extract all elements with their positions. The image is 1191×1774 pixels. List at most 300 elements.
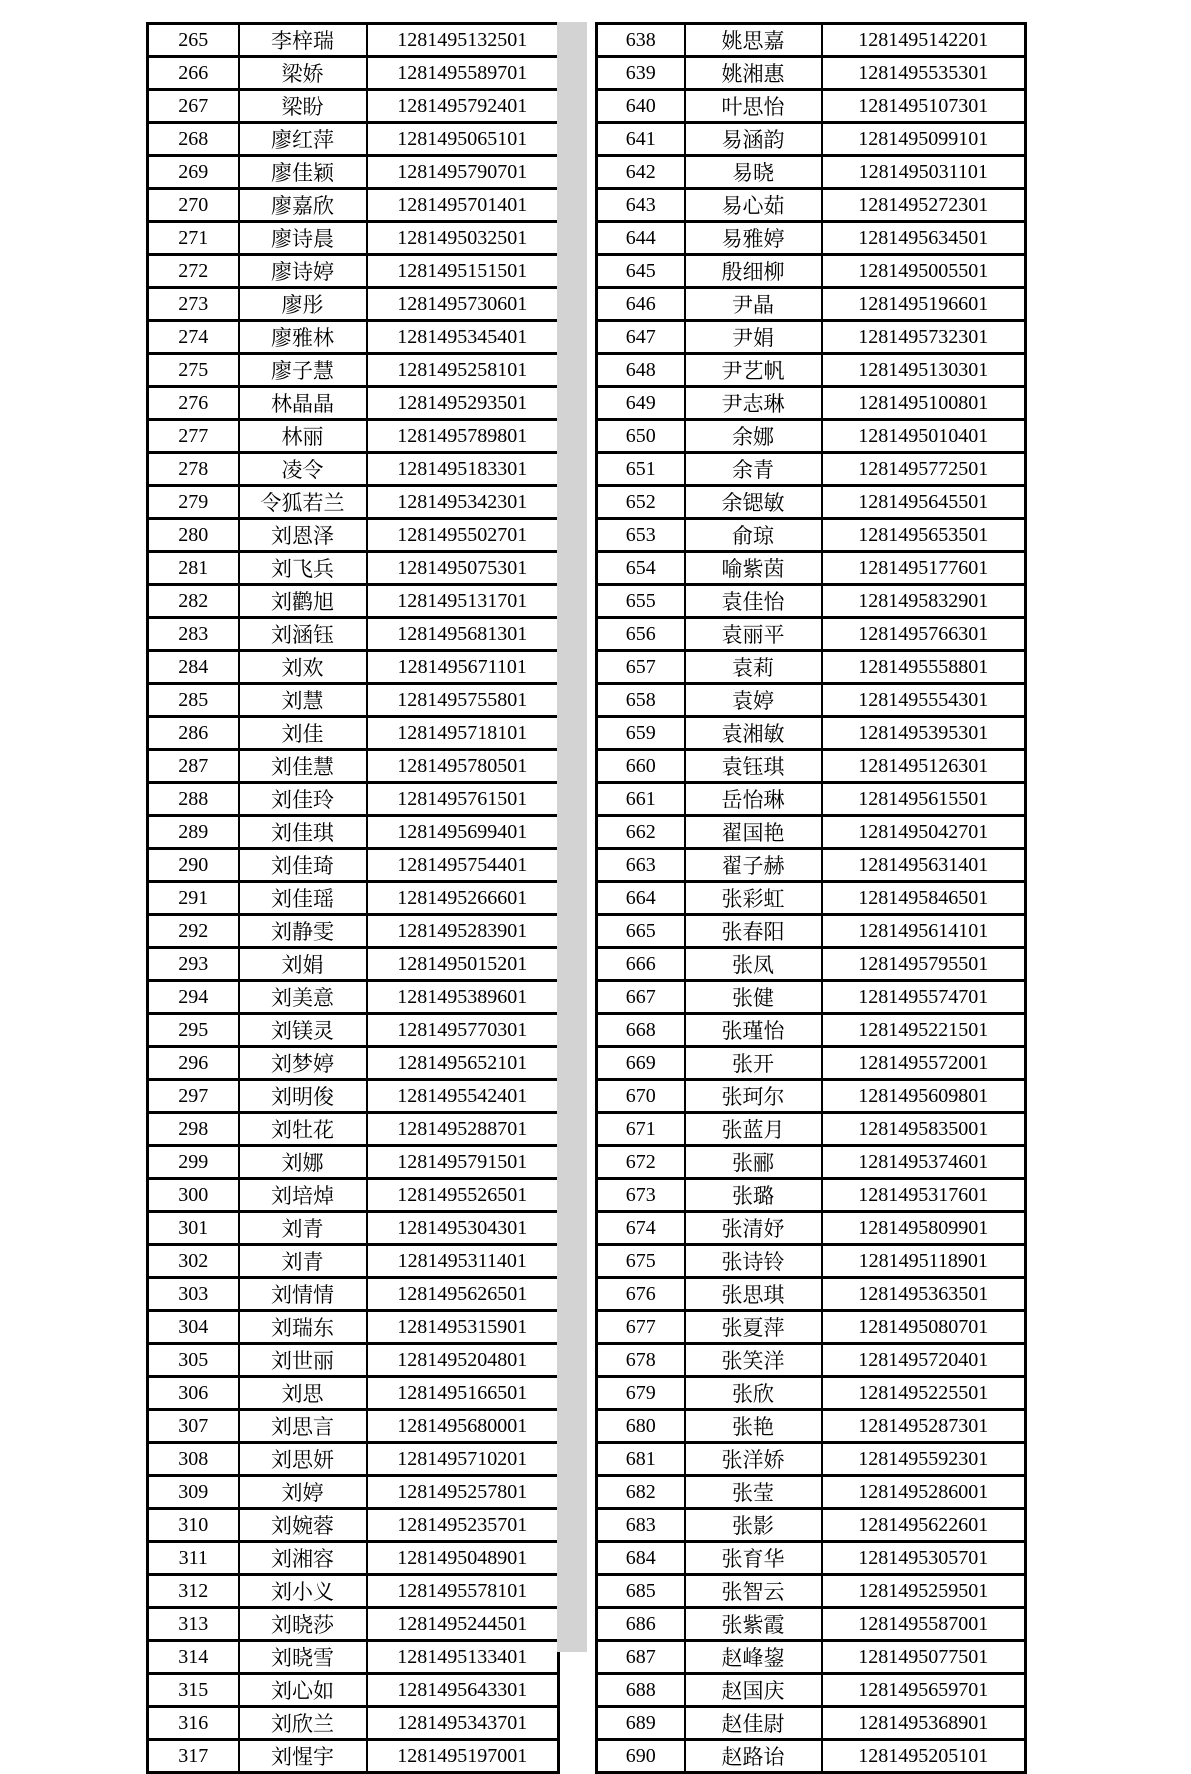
exam-id-cell: 1281495732301 [822, 321, 1026, 354]
exam-id-cell: 1281495587001 [822, 1608, 1026, 1641]
row-number-cell: 657 [597, 651, 685, 684]
exam-id-cell: 1281495197001 [367, 1740, 559, 1773]
student-name-cell: 袁莉 [685, 651, 822, 684]
exam-id-cell: 1281495609801 [822, 1080, 1026, 1113]
table-row [148, 453, 559, 486]
table-row [597, 1575, 1026, 1608]
table-row [148, 948, 559, 981]
student-name-cell: 余青 [685, 453, 822, 486]
exam-id-cell: 1281495342301 [367, 486, 559, 519]
table-row [148, 1146, 559, 1179]
row-number-cell: 646 [597, 288, 685, 321]
row-number-cell: 268 [148, 123, 239, 156]
exam-id-cell: 1281495288701 [367, 1113, 559, 1146]
row-number-cell: 291 [148, 882, 239, 915]
table-row [597, 255, 1026, 288]
row-number-cell: 270 [148, 189, 239, 222]
row-number-cell: 307 [148, 1410, 239, 1443]
row-number-cell: 654 [597, 552, 685, 585]
table-row [148, 1707, 559, 1740]
table-row [148, 1575, 559, 1608]
exam-id-cell: 1281495221501 [822, 1014, 1026, 1047]
table-row [148, 915, 559, 948]
table-row [597, 651, 1026, 684]
table-row [148, 1476, 559, 1509]
exam-id-cell: 1281495343701 [367, 1707, 559, 1740]
exam-id-cell: 1281495196601 [822, 288, 1026, 321]
student-name-cell: 刘佳玲 [239, 783, 367, 816]
table-row [148, 189, 559, 222]
student-name-cell: 张郦 [685, 1146, 822, 1179]
table-row [597, 57, 1026, 90]
student-name-cell: 张智云 [685, 1575, 822, 1608]
student-name-cell: 刘佳慧 [239, 750, 367, 783]
row-number-cell: 667 [597, 981, 685, 1014]
student-name-cell: 刘慧 [239, 684, 367, 717]
student-name-cell: 赵路诒 [685, 1740, 822, 1773]
student-name-cell: 刘心如 [239, 1674, 367, 1707]
row-number-cell: 280 [148, 519, 239, 552]
student-name-cell: 张蓝月 [685, 1113, 822, 1146]
row-number-cell: 312 [148, 1575, 239, 1608]
exam-id-cell: 1281495720401 [822, 1344, 1026, 1377]
row-number-cell: 642 [597, 156, 685, 189]
row-number-cell: 682 [597, 1476, 685, 1509]
student-name-cell: 梁盼 [239, 90, 367, 123]
table-row [148, 1113, 559, 1146]
student-name-cell: 刘情情 [239, 1278, 367, 1311]
exam-id-cell: 1281495317601 [822, 1179, 1026, 1212]
row-number-cell: 679 [597, 1377, 685, 1410]
row-number-cell: 640 [597, 90, 685, 123]
exam-id-cell: 1281495770301 [367, 1014, 559, 1047]
student-name-cell: 刘明俊 [239, 1080, 367, 1113]
table-row [148, 288, 559, 321]
table-row [148, 1278, 559, 1311]
table-row [597, 1311, 1026, 1344]
row-number-cell: 276 [148, 387, 239, 420]
exam-id-cell: 1281495259501 [822, 1575, 1026, 1608]
student-name-cell: 张春阳 [685, 915, 822, 948]
row-number-cell: 689 [597, 1707, 685, 1740]
student-name-cell: 廖雅林 [239, 321, 367, 354]
student-name-cell: 张艳 [685, 1410, 822, 1443]
table-row [597, 1476, 1026, 1509]
row-number-cell: 669 [597, 1047, 685, 1080]
row-number-cell: 649 [597, 387, 685, 420]
row-number-cell: 303 [148, 1278, 239, 1311]
exam-id-cell: 1281495578101 [367, 1575, 559, 1608]
exam-id-cell: 1281495244501 [367, 1608, 559, 1641]
table-row [597, 783, 1026, 816]
table-row [597, 1344, 1026, 1377]
student-name-cell: 易雅婷 [685, 222, 822, 255]
student-name-cell: 刘飞兵 [239, 552, 367, 585]
row-number-cell: 650 [597, 420, 685, 453]
table-row [597, 1245, 1026, 1278]
table-row [597, 981, 1026, 1014]
row-number-cell: 286 [148, 717, 239, 750]
table-row [148, 651, 559, 684]
exam-id-cell: 1281495130301 [822, 354, 1026, 387]
exam-id-cell: 1281495032501 [367, 222, 559, 255]
table-row [148, 24, 559, 57]
exam-id-cell: 1281495395301 [822, 717, 1026, 750]
student-name-cell: 尹艺帆 [685, 354, 822, 387]
exam-id-cell: 1281495258101 [367, 354, 559, 387]
exam-id-cell: 1281495572001 [822, 1047, 1026, 1080]
row-number-cell: 281 [148, 552, 239, 585]
student-name-cell: 刘湘容 [239, 1542, 367, 1575]
table-row [597, 1113, 1026, 1146]
table-row [148, 717, 559, 750]
student-name-cell: 刘培焯 [239, 1179, 367, 1212]
student-name-cell: 刘静雯 [239, 915, 367, 948]
student-name-cell: 张莹 [685, 1476, 822, 1509]
student-name-cell: 廖红萍 [239, 123, 367, 156]
table-row [597, 882, 1026, 915]
exam-id-cell: 1281495107301 [822, 90, 1026, 123]
row-number-cell: 287 [148, 750, 239, 783]
student-name-cell: 张瑾怡 [685, 1014, 822, 1047]
exam-id-cell: 1281495671101 [367, 651, 559, 684]
row-number-cell: 685 [597, 1575, 685, 1608]
exam-id-cell: 1281495754401 [367, 849, 559, 882]
student-name-cell: 廖诗晨 [239, 222, 367, 255]
exam-id-cell: 1281495718101 [367, 717, 559, 750]
exam-id-cell: 1281495133401 [367, 1641, 559, 1674]
exam-id-cell: 1281495795501 [822, 948, 1026, 981]
exam-id-cell: 1281495235701 [367, 1509, 559, 1542]
table-row [597, 1146, 1026, 1179]
exam-id-cell: 1281495615501 [822, 783, 1026, 816]
exam-id-cell: 1281495315901 [367, 1311, 559, 1344]
exam-id-cell: 1281495681301 [367, 618, 559, 651]
roster-table-right-body [597, 24, 1026, 1773]
student-name-cell: 刘小义 [239, 1575, 367, 1608]
table-row [148, 420, 559, 453]
exam-id-cell: 1281495791501 [367, 1146, 559, 1179]
table-row [597, 750, 1026, 783]
table-row [597, 948, 1026, 981]
table-row [148, 1212, 559, 1245]
student-name-cell: 刘青 [239, 1245, 367, 1278]
student-name-cell: 袁丽平 [685, 618, 822, 651]
exam-id-cell: 1281495789801 [367, 420, 559, 453]
row-number-cell: 282 [148, 585, 239, 618]
row-number-cell: 289 [148, 816, 239, 849]
exam-id-cell: 1281495631401 [822, 849, 1026, 882]
exam-id-cell: 1281495126301 [822, 750, 1026, 783]
student-name-cell: 赵国庆 [685, 1674, 822, 1707]
table-row [148, 1641, 559, 1674]
table-row [148, 816, 559, 849]
student-name-cell: 张清妤 [685, 1212, 822, 1245]
student-name-cell: 刘婷 [239, 1476, 367, 1509]
student-name-cell: 易涵韵 [685, 123, 822, 156]
row-number-cell: 314 [148, 1641, 239, 1674]
student-name-cell: 张思琪 [685, 1278, 822, 1311]
exam-id-cell: 1281495574701 [822, 981, 1026, 1014]
table-row [597, 486, 1026, 519]
row-number-cell: 645 [597, 255, 685, 288]
row-number-cell: 690 [597, 1740, 685, 1773]
table-row [597, 387, 1026, 420]
row-number-cell: 317 [148, 1740, 239, 1773]
exam-id-cell: 1281495177601 [822, 552, 1026, 585]
student-name-cell: 刘思言 [239, 1410, 367, 1443]
student-name-cell: 李梓瑞 [239, 24, 367, 57]
row-number-cell: 296 [148, 1047, 239, 1080]
exam-id-cell: 1281495287301 [822, 1410, 1026, 1443]
exam-id-cell: 1281495080701 [822, 1311, 1026, 1344]
student-name-cell: 张凤 [685, 948, 822, 981]
row-number-cell: 271 [148, 222, 239, 255]
table-gap-separator [557, 22, 587, 1652]
student-name-cell: 喻紫茵 [685, 552, 822, 585]
exam-id-cell: 1281495225501 [822, 1377, 1026, 1410]
row-number-cell: 315 [148, 1674, 239, 1707]
exam-id-cell: 1281495368901 [822, 1707, 1026, 1740]
student-name-cell: 廖彤 [239, 288, 367, 321]
student-name-cell: 张洋娇 [685, 1443, 822, 1476]
row-number-cell: 304 [148, 1311, 239, 1344]
row-number-cell: 684 [597, 1542, 685, 1575]
row-number-cell: 677 [597, 1311, 685, 1344]
table-row [148, 354, 559, 387]
exam-id-cell: 1281495077501 [822, 1641, 1026, 1674]
student-name-cell: 尹志琳 [685, 387, 822, 420]
student-name-cell: 刘佳瑶 [239, 882, 367, 915]
student-name-cell: 姚思嘉 [685, 24, 822, 57]
exam-id-cell: 1281495558801 [822, 651, 1026, 684]
student-name-cell: 俞琼 [685, 519, 822, 552]
student-name-cell: 姚湘惠 [685, 57, 822, 90]
table-row [597, 1212, 1026, 1245]
student-name-cell: 刘镁灵 [239, 1014, 367, 1047]
student-name-cell: 刘瑞东 [239, 1311, 367, 1344]
row-number-cell: 687 [597, 1641, 685, 1674]
row-number-cell: 639 [597, 57, 685, 90]
student-name-cell: 殷细柳 [685, 255, 822, 288]
table-row [597, 222, 1026, 255]
row-number-cell: 678 [597, 1344, 685, 1377]
row-number-cell: 671 [597, 1113, 685, 1146]
row-number-cell: 658 [597, 684, 685, 717]
row-number-cell: 311 [148, 1542, 239, 1575]
row-number-cell: 681 [597, 1443, 685, 1476]
row-number-cell: 655 [597, 585, 685, 618]
row-number-cell: 672 [597, 1146, 685, 1179]
table-row [597, 1542, 1026, 1575]
table-row [597, 552, 1026, 585]
student-name-cell: 刘佳琦 [239, 849, 367, 882]
exam-id-cell: 1281495542401 [367, 1080, 559, 1113]
row-number-cell: 308 [148, 1443, 239, 1476]
student-name-cell: 廖佳颖 [239, 156, 367, 189]
student-name-cell: 刘梦婷 [239, 1047, 367, 1080]
student-name-cell: 廖诗婷 [239, 255, 367, 288]
student-name-cell: 张育华 [685, 1542, 822, 1575]
table-row [148, 1377, 559, 1410]
row-number-cell: 297 [148, 1080, 239, 1113]
row-number-cell: 310 [148, 1509, 239, 1542]
exam-id-cell: 1281495048901 [367, 1542, 559, 1575]
student-name-cell: 梁娇 [239, 57, 367, 90]
table-row [148, 1245, 559, 1278]
exam-id-cell: 1281495304301 [367, 1212, 559, 1245]
row-number-cell: 290 [148, 849, 239, 882]
student-name-cell: 叶思怡 [685, 90, 822, 123]
row-number-cell: 265 [148, 24, 239, 57]
table-row [148, 1311, 559, 1344]
student-name-cell: 刘牡花 [239, 1113, 367, 1146]
table-row [597, 1740, 1026, 1773]
student-name-cell: 袁湘敏 [685, 717, 822, 750]
table-row [597, 618, 1026, 651]
student-name-cell: 袁佳怡 [685, 585, 822, 618]
table-row [148, 486, 559, 519]
student-name-cell: 张健 [685, 981, 822, 1014]
table-row [148, 882, 559, 915]
exam-id-cell: 1281495652101 [367, 1047, 559, 1080]
exam-id-cell: 1281495305701 [822, 1542, 1026, 1575]
student-name-cell: 刘佳 [239, 717, 367, 750]
student-name-cell: 令狐若兰 [239, 486, 367, 519]
exam-id-cell: 1281495554301 [822, 684, 1026, 717]
table-row [597, 1443, 1026, 1476]
row-number-cell: 688 [597, 1674, 685, 1707]
roster-table-left-body [148, 24, 559, 1773]
student-name-cell: 刘思妍 [239, 1443, 367, 1476]
row-number-cell: 309 [148, 1476, 239, 1509]
table-row [597, 24, 1026, 57]
exam-id-cell: 1281495142201 [822, 24, 1026, 57]
exam-id-cell: 1281495659701 [822, 1674, 1026, 1707]
exam-id-cell: 1281495132501 [367, 24, 559, 57]
row-number-cell: 674 [597, 1212, 685, 1245]
table-row [597, 1410, 1026, 1443]
table-row [597, 1608, 1026, 1641]
row-number-cell: 647 [597, 321, 685, 354]
student-name-cell: 余娜 [685, 420, 822, 453]
row-number-cell: 661 [597, 783, 685, 816]
table-row [597, 684, 1026, 717]
table-row [597, 420, 1026, 453]
table-row [148, 387, 559, 420]
exam-id-cell: 1281495345401 [367, 321, 559, 354]
exam-id-cell: 1281495286001 [822, 1476, 1026, 1509]
exam-id-cell: 1281495166501 [367, 1377, 559, 1410]
exam-id-cell: 1281495809901 [822, 1212, 1026, 1245]
row-number-cell: 272 [148, 255, 239, 288]
exam-id-cell: 1281495592301 [822, 1443, 1026, 1476]
table-row [597, 288, 1026, 321]
table-row [597, 519, 1026, 552]
row-number-cell: 295 [148, 1014, 239, 1047]
student-name-cell: 张彩虹 [685, 882, 822, 915]
table-row [148, 90, 559, 123]
student-name-cell: 刘晓莎 [239, 1608, 367, 1641]
row-number-cell: 279 [148, 486, 239, 519]
student-name-cell: 翟国艳 [685, 816, 822, 849]
row-number-cell: 294 [148, 981, 239, 1014]
table-row [597, 915, 1026, 948]
exam-id-cell: 1281495015201 [367, 948, 559, 981]
table-row [597, 1509, 1026, 1542]
exam-id-cell: 1281495643301 [367, 1674, 559, 1707]
row-number-cell: 292 [148, 915, 239, 948]
student-name-cell: 张夏萍 [685, 1311, 822, 1344]
table-row [148, 123, 559, 156]
row-number-cell: 274 [148, 321, 239, 354]
row-number-cell: 306 [148, 1377, 239, 1410]
table-row [148, 1014, 559, 1047]
exam-id-cell: 1281495846501 [822, 882, 1026, 915]
exam-id-cell: 1281495183301 [367, 453, 559, 486]
exam-id-cell: 1281495790701 [367, 156, 559, 189]
table-row [148, 1509, 559, 1542]
row-number-cell: 673 [597, 1179, 685, 1212]
student-name-cell: 张珂尔 [685, 1080, 822, 1113]
row-number-cell: 293 [148, 948, 239, 981]
row-number-cell: 302 [148, 1245, 239, 1278]
table-row [597, 1377, 1026, 1410]
row-number-cell: 275 [148, 354, 239, 387]
exam-id-cell: 1281495761501 [367, 783, 559, 816]
exam-id-cell: 1281495293501 [367, 387, 559, 420]
student-name-cell: 张欣 [685, 1377, 822, 1410]
table-row [597, 1707, 1026, 1740]
exam-id-cell: 1281495622601 [822, 1509, 1026, 1542]
row-number-cell: 668 [597, 1014, 685, 1047]
row-number-cell: 267 [148, 90, 239, 123]
table-row [597, 1674, 1026, 1707]
exam-id-cell: 1281495766301 [822, 618, 1026, 651]
exam-id-cell: 1281495792401 [367, 90, 559, 123]
exam-id-cell: 1281495701401 [367, 189, 559, 222]
table-row [597, 321, 1026, 354]
row-number-cell: 285 [148, 684, 239, 717]
student-name-cell: 张笑洋 [685, 1344, 822, 1377]
roster-table-left [146, 22, 560, 1774]
student-name-cell: 尹娟 [685, 321, 822, 354]
exam-id-cell: 1281495755801 [367, 684, 559, 717]
exam-id-cell: 1281495283901 [367, 915, 559, 948]
table-row [597, 1080, 1026, 1113]
row-number-cell: 278 [148, 453, 239, 486]
row-number-cell: 266 [148, 57, 239, 90]
row-number-cell: 664 [597, 882, 685, 915]
exam-id-cell: 1281495272301 [822, 189, 1026, 222]
student-name-cell: 袁钰琪 [685, 750, 822, 783]
table-row [597, 849, 1026, 882]
table-row [597, 717, 1026, 750]
student-name-cell: 易心茹 [685, 189, 822, 222]
exam-id-cell: 1281495065101 [367, 123, 559, 156]
student-name-cell: 刘青 [239, 1212, 367, 1245]
row-number-cell: 299 [148, 1146, 239, 1179]
student-name-cell: 翟子赫 [685, 849, 822, 882]
exam-id-cell: 1281495151501 [367, 255, 559, 288]
table-row [148, 585, 559, 618]
student-name-cell: 林丽 [239, 420, 367, 453]
exam-id-cell: 1281495010401 [822, 420, 1026, 453]
table-row [148, 1047, 559, 1080]
student-name-cell: 刘娜 [239, 1146, 367, 1179]
student-name-cell: 刘惺宇 [239, 1740, 367, 1773]
student-name-cell: 刘晓雪 [239, 1641, 367, 1674]
